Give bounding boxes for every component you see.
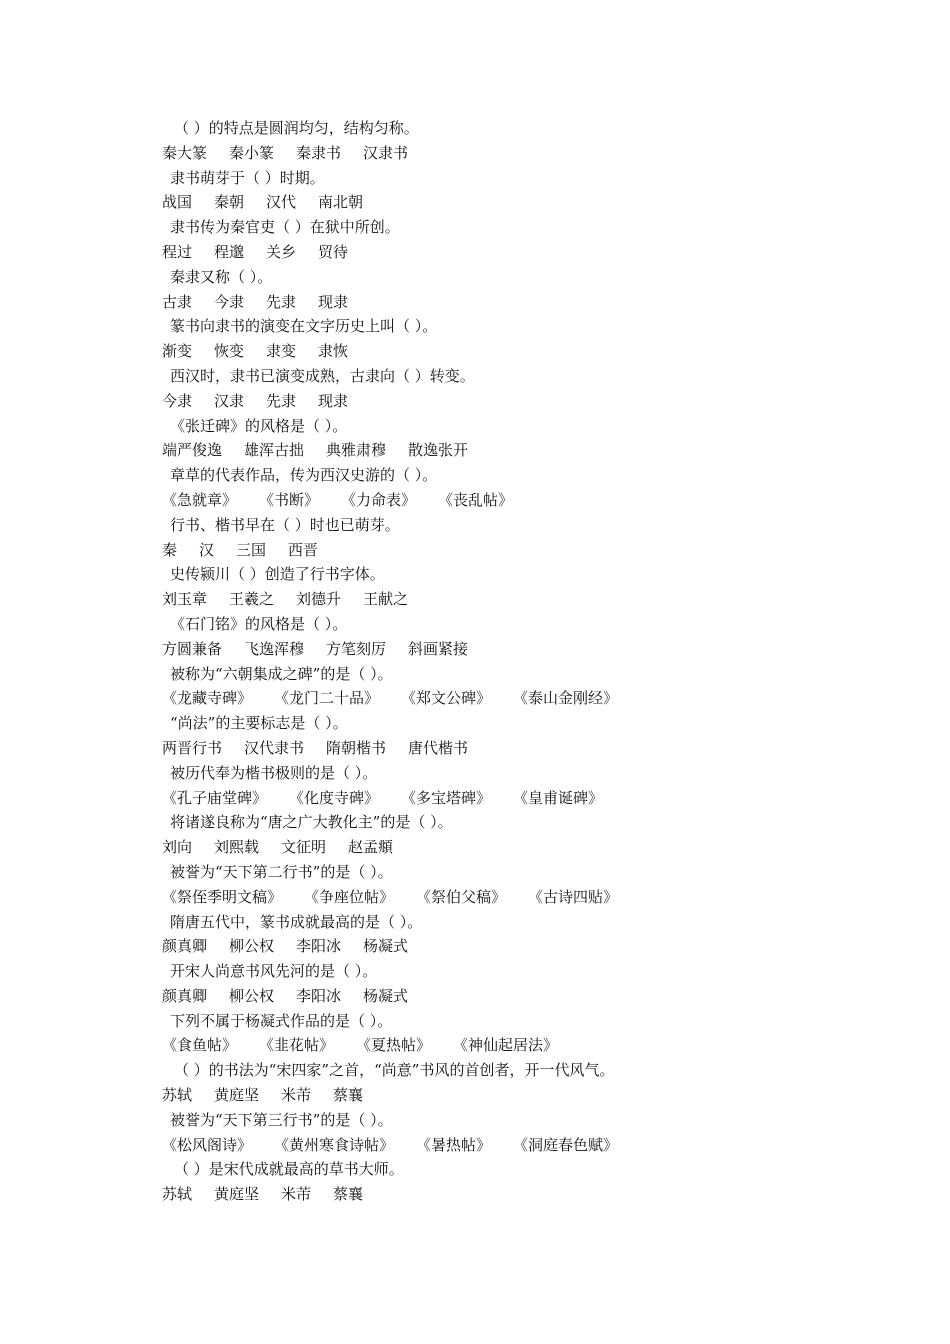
option-text: 三国 [236,540,267,559]
option-text: 汉 [199,540,215,559]
question-text: 被誉为“天下第三行书”的是（ ）。 [170,1110,393,1129]
option-text: 《孔子庙堂碑》 [162,788,268,807]
option-text: 汉隶书 [363,143,409,162]
option-text: 文征明 [281,838,327,857]
options-row [162,438,862,463]
option-text: 典雅肃穆 [326,441,387,460]
options-row [162,637,862,662]
options-row [162,587,862,612]
options-row [162,1133,862,1158]
question-text: 行书、楷书早在（ ）时也已萌芽。 [170,515,400,534]
option-text: 秦小篆 [229,143,275,162]
option-text: 端严俊逸 [162,441,223,460]
option-text: 《书断》 [259,490,320,509]
option-text: 飞逸浑穆 [244,639,305,658]
option-text: 秦 [162,540,178,559]
option-text: 《泰山金刚经》 [513,689,619,708]
option-text: 《皇甫诞碑》 [513,788,604,807]
options-row [162,1083,862,1108]
option-text: 恢变 [214,342,245,361]
question-text: “尚法”的主要标志是（ ）。 [170,714,348,733]
option-text: 方圆兼备 [162,639,223,658]
question-text: 隶书萌芽于（ ）时期。 [170,168,325,187]
option-text: 《龙藏寺碑》 [162,689,253,708]
option-text: 柳公权 [229,937,275,956]
options-row [162,538,862,563]
option-text: 王献之 [363,590,409,609]
option-text: 《祭伯父稿》 [416,887,507,906]
option-text: 《龙门二十品》 [274,689,380,708]
option-text: 《急就章》 [162,490,238,509]
question-text: 《张迁碑》的风格是（ ）。 [170,416,348,435]
question-text: （ ）是宋代成就最高的草书大师。 [174,1160,404,1179]
option-text: 黄庭坚 [214,1086,260,1105]
option-text: 汉隶 [214,391,245,410]
option-text: 刘向 [162,838,193,857]
option-text: 先隶 [266,292,297,311]
question-text: 被称为“六朝集成之碑”的是（ ）。 [170,664,393,683]
options-row [162,984,862,1009]
option-text: 两晋行书 [162,738,223,757]
option-text: 《韭花帖》 [259,1036,335,1055]
option-text: 斜画紧接 [408,639,469,658]
option-text: 米芾 [281,1086,312,1105]
option-text: 唐代楷书 [408,738,469,757]
question-text: 隶书传为秦官吏（ ）在狱中所创。 [170,218,400,237]
question-text: 下列不属于杨凝式作品的是（ ）。 [170,1011,393,1030]
option-text: 《食鱼帖》 [162,1036,238,1055]
option-text: 散逸张开 [408,441,469,460]
option-text: 方笔刻厉 [326,639,387,658]
option-text: 《争座位帖》 [304,887,395,906]
question-text: 篆书向隶书的演变在文字历史上叫（ ）。 [170,317,438,336]
option-text: 《化度寺碑》 [289,788,380,807]
option-text: 李阳冰 [296,986,342,1005]
option-text: 秦隶书 [296,143,342,162]
option-text: 关乡 [266,242,297,261]
options-row [162,1182,862,1207]
option-text: 颜真卿 [162,937,208,956]
option-text: 《暑热帖》 [416,1135,492,1154]
option-text: 雄浑古拙 [244,441,305,460]
option-text: 秦大篆 [162,143,208,162]
option-text: 王羲之 [229,590,275,609]
option-text: 蔡襄 [333,1185,364,1204]
option-text: 《洞庭春色赋》 [513,1135,619,1154]
option-text: 赵孟頫 [348,838,394,857]
options-row [162,934,862,959]
option-text: 汉代隶书 [244,738,305,757]
option-text: 隋朝楷书 [326,738,387,757]
option-text: 渐变 [162,342,193,361]
option-text: 《神仙起居法》 [453,1036,559,1055]
option-text: 刘德升 [296,590,342,609]
option-text: 《黄州寒食诗帖》 [274,1135,395,1154]
option-text: 南北朝 [318,193,364,212]
options-row [162,686,862,711]
option-text: 今隶 [214,292,245,311]
options-row [162,290,862,315]
option-text: 隶恢 [318,342,349,361]
option-text: 程邈 [214,242,245,261]
option-text: 《多宝塔碑》 [401,788,492,807]
option-text: 刘玉章 [162,590,208,609]
option-text: 古隶 [162,292,193,311]
options-row [162,736,862,761]
option-text: 蔡襄 [333,1086,364,1105]
question-text: 西汉时，隶书已演变成熟，古隶向（ ）转变。 [170,366,475,385]
option-text: 苏轼 [162,1185,193,1204]
option-text: 刘熙载 [214,838,260,857]
option-text: 程过 [162,242,193,261]
question-text: 《石门铭》的风格是（ ）。 [170,614,348,633]
options-row [162,488,862,513]
option-text: 今隶 [162,391,193,410]
option-text: 西晋 [288,540,319,559]
options-row [162,339,862,364]
options-row [162,190,862,215]
option-text: 《郑文公碑》 [401,689,492,708]
option-text: 《力命表》 [341,490,417,509]
question-text: 史传颍川（ ）创造了行书字体。 [170,565,385,584]
option-text: 苏轼 [162,1086,193,1105]
option-text: 汉代 [266,193,297,212]
question-text: 被历代奉为楷书极则的是（ ）。 [170,763,378,782]
option-text: 米芾 [281,1185,312,1204]
document-body [162,116,862,1207]
option-text: 贸待 [318,242,349,261]
question-text: 秦隶又称（ ）。 [170,267,273,286]
option-text: 先隶 [266,391,297,410]
options-row [162,141,862,166]
options-row [162,835,862,860]
options-row [162,389,862,414]
option-text: 《祭侄季明文稿》 [162,887,283,906]
option-text: 秦朝 [214,193,245,212]
option-text: 《古诗四贴》 [528,887,619,906]
option-text: 柳公权 [229,986,275,1005]
question-text: 章草的代表作品，传为西汉史游的（ ）。 [170,466,438,485]
options-row [162,885,862,910]
option-text: 《夏热帖》 [356,1036,432,1055]
option-text: 杨凝式 [363,937,409,956]
option-text: 《丧乱帖》 [438,490,514,509]
options-row [162,1033,862,1058]
question-text: 被誉为“天下第二行书”的是（ ）。 [170,862,393,881]
option-text: 现隶 [318,391,349,410]
question-text: 隋唐五代中，篆书成就最高的是（ ）。 [170,912,423,931]
option-text: 隶变 [266,342,297,361]
question-text: 开宋人尚意书风先河的是（ ）。 [170,962,378,981]
question-text: 将诸遂良称为“唐之广大教化主”的是（ ）。 [170,813,453,832]
option-text: 《松风阁诗》 [162,1135,253,1154]
question-text: （ ）的特点是圆润均匀，结构匀称。 [174,119,419,137]
question-text: （ ）的书法为“宋四家”之首，“尚意”书风的首创者，开一代风气。 [174,1061,615,1080]
option-text: 战国 [162,193,193,212]
options-row [162,240,862,265]
option-text: 杨凝式 [363,986,409,1005]
option-text: 颜真卿 [162,986,208,1005]
option-text: 黄庭坚 [214,1185,260,1204]
option-text: 李阳冰 [296,937,342,956]
options-row [162,786,862,811]
option-text: 现隶 [318,292,349,311]
